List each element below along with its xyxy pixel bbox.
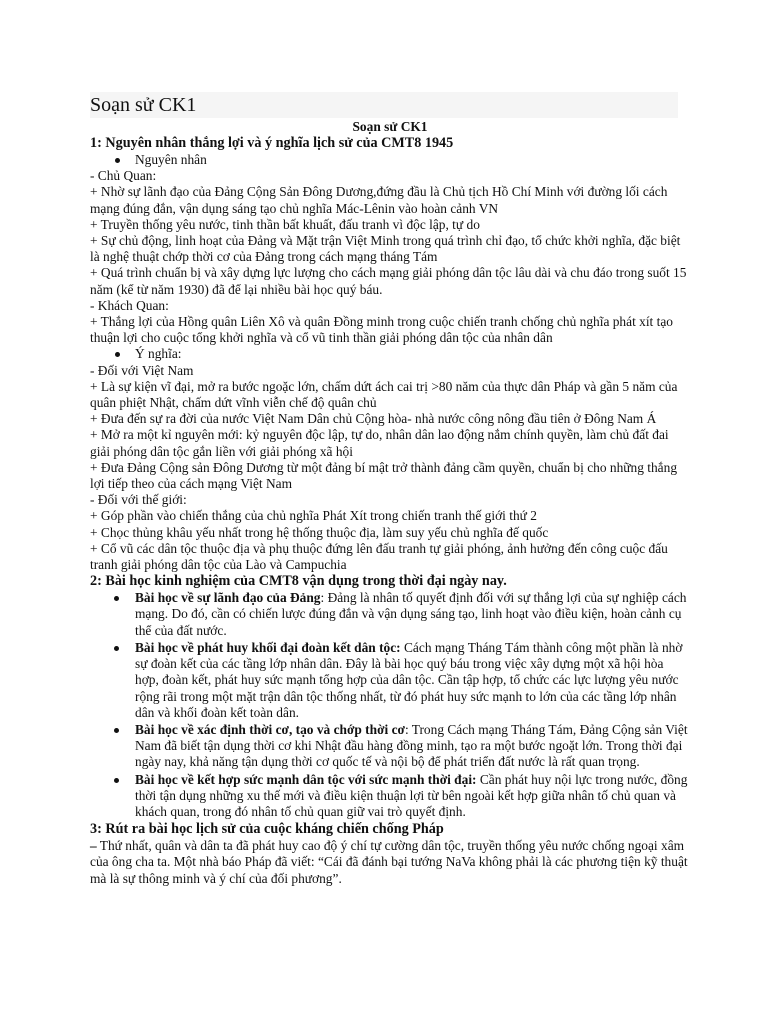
paragraph: + Chọc thủng khâu yếu nhất trong hệ thống thuộc địa, làm suy yếu chủ nghĩa đế quốc bbox=[90, 524, 549, 540]
section-3-text: Thứ nhất, quân và dân ta đã phát huy cao độ ý chí tự cường dân tộc, truyền thống yêu nước chống ngoại xâm của ông cha ta. Một nhà báo Pháp đã viết: “Cái đã đánh bại tướng NaVa không phải là các phương tiện kỹ thuật mà là sự thông minh và ý chí của đối phương”. bbox=[90, 838, 688, 886]
dash-mark: – bbox=[90, 838, 97, 854]
paragraph: + Mở ra một kỉ nguyên mới: kỷ nguyên độc lập, tự do, nhân dân lao động nắm chính quyền, làm chủ đất đai giải phóng dân tộc gắn liền với giải phóng xã hội bbox=[90, 427, 669, 459]
paragraph: + Truyền thống yêu nước, tinh thần bất khuất, đấu tranh vì độc lập, tự do bbox=[90, 216, 480, 232]
paragraph: + Góp phần vào chiến thắng của chủ nghĩa Phát Xít trong chiến tranh thế giới thứ 2 bbox=[90, 508, 537, 524]
paragraph: + Cổ vũ các dân tộc thuộc địa và phụ thuộc đứng lên đấu tranh tự giải phóng, ảnh hưởng đến công cuộc đấu tranh giải phóng dân tộc của Lào và Campuchia bbox=[90, 540, 668, 573]
lessons-list bbox=[90, 590, 690, 820]
centered-title: Soạn sử CK1 bbox=[352, 119, 428, 134]
bullet-causes: Nguyên nhân bbox=[135, 152, 690, 168]
paragraph: - Chủ Quan: bbox=[90, 168, 157, 184]
paragraph: + Nhờ sự lãnh đạo của Đảng Cộng Sản Đông Dương,đứng đầu là Chủ tịch Hồ Chí Minh với đường lối cách mạng đúng đắn, vận dụng sáng tạo chủ nghĩa Mác-Lênin vào hoàn cảnh VN bbox=[90, 184, 668, 216]
lesson-title: Bài học về phát huy khối đại đoàn kết dân tộc: bbox=[135, 639, 401, 655]
paragraph: + Là sự kiện vĩ đại, mở ra bước ngoặc lớn, chấm dứt ách cai trị >80 năm của thực dân Pháp và gần 5 năm của quân phiệt Nhật, chấm dứt vĩnh viễn chế độ quân chủ bbox=[90, 378, 678, 411]
lesson-text: Cách mạng Tháng Tám thành công một phần là nhờ sự đoàn kết của các tầng lớp nhân dân. Đây là bài học quý báu trong việc xây dựng một xã hội hòa hợp, đoàn kết, phát huy sức mạnh tổng hợp của dân tộc. Cần tập hợp, tổ chức các lực lượng yêu nước rộng rãi trong một mặt trận dân tộc thống nhất, từ đó phát huy sức mạnh to lớn của các tầng lớp nhân dân và khối đoàn kết toàn dân. bbox=[135, 639, 683, 720]
paragraph: + Đưa Đảng Cộng sản Đông Dương từ một đảng bí mật trở thành đảng cầm quyền, chuẩn bị cho những thắng lợi tiếp theo của cách mạng Việt Nam bbox=[90, 459, 678, 492]
lesson-title: Bài học về xác định thời cơ, tạo và chớp thời cơ bbox=[135, 721, 405, 737]
lesson-text: Cần phát huy nội lực trong nước, đồng thời tận dụng những xu thế mới và điều kiện thuận lợi từ bên ngoài kết hợp giữa nhân tố chủ quan và khách quan, trong đó nhân tố chủ quan giữ vai trò quyết định. bbox=[135, 771, 688, 819]
paragraph: + Quá trình chuẩn bị và xây dựng lực lượng cho cách mạng giải phóng dân tộc lâu dài và chu đáo trong suốt 15 năm (kể từ năm 1930) đã để lại nhiều bài học quý báu. bbox=[90, 265, 687, 297]
lesson-text: : Trong Cách mạng Tháng Tám, Đảng Cộng sản Việt Nam đã biết tận dụng thời cơ khi Nhật đầu hàng đồng minh, tạo ra một bước ngoặt lớn. Trong thời đại ngày nay, khả năng tận dụng thời cơ quốc tế và nội bộ để phát triển đất nước là rất quan trọng. bbox=[135, 721, 688, 770]
paragraph: - Đối với Việt Nam bbox=[90, 362, 194, 378]
document-page bbox=[90, 92, 690, 887]
paragraph: + Đưa đến sự ra đời của nước Việt Nam Dân chủ Cộng hòa- nhà nước công nông đầu tiên ở Đông Nam Á bbox=[90, 411, 657, 427]
paragraph: - Khách Quan: bbox=[90, 297, 169, 313]
paragraph: + Sự chủ động, linh hoạt của Đảng và Mặt trận Việt Minh trong quá trình chỉ đạo, tổ chức khởi nghĩa, đặc biệt là nghệ thuật chớp thời cơ của Đảng trong cách mạng tháng Tám bbox=[90, 233, 681, 265]
lesson-item bbox=[135, 590, 690, 639]
lesson-item bbox=[135, 772, 690, 821]
lesson-item bbox=[135, 640, 690, 721]
section-1-bullet-causes bbox=[90, 152, 690, 168]
section-2-heading: 2: Bài học kinh nghiệm của CMT8 vận dụng trong thời đại ngày nay. bbox=[90, 573, 507, 590]
lesson-title: Bài học về kết hợp sức mạnh dân tộc với sức mạnh thời đại: bbox=[135, 771, 477, 787]
paragraph: + Thắng lợi của Hồng quân Liên Xô và quân Đồng minh trong cuộc chiến tranh chống chủ nghĩa phát xít tạo thuận lợi cho cuộc tổng khởi nghĩa và cổ vũ tinh thần giải phóng dân tộc của nhân dân bbox=[90, 314, 673, 346]
lesson-text: : Đảng là nhân tố quyết định đối với sự thắng lợi của sự nghiệp cách mạng. Do đó, cần có chiến lược đúng đắn và vận dụng sáng tạo, linh hoạt vào điều kiện, hoàn cảnh cụ thể của đất nước. bbox=[135, 590, 687, 638]
section-1-heading: 1: Nguyên nhân thắng lợi và ý nghĩa lịch sử của CMT8 1945 bbox=[90, 135, 454, 151]
document-title: Soạn sử CK1 bbox=[90, 92, 678, 118]
lesson-title: Bài học về sự lãnh đạo của Đảng bbox=[135, 590, 321, 606]
section-3-paragraph bbox=[90, 838, 690, 887]
bullet-meaning: Ý nghĩa: bbox=[135, 346, 690, 362]
lesson-item bbox=[135, 722, 690, 771]
section-1-bullet-meaning bbox=[90, 346, 690, 362]
paragraph: - Đối với thế giới: bbox=[90, 492, 187, 508]
section-3-heading: 3: Rút ra bài học lịch sử của cuộc kháng chiến chống Pháp bbox=[90, 821, 444, 838]
